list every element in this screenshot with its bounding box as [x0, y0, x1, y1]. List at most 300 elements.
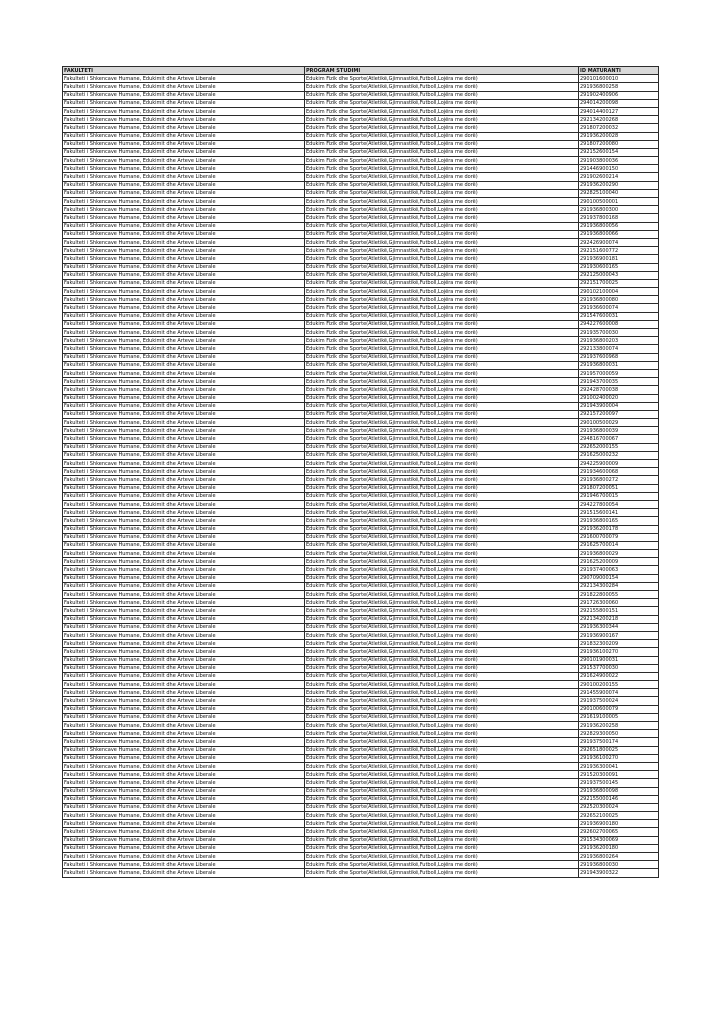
faculty-cell: Fakulteti i Shkencave Humane, Edukimit dhe Arteve Liberale — [63, 214, 305, 222]
table-row — [63, 157, 659, 165]
table-row — [63, 754, 659, 762]
table-row — [63, 746, 659, 754]
student-id-cell: 291936800030 — [579, 861, 659, 869]
program-cell: Edukim Fizik dhe Sporte(Atletikë,Gjimnastikë,Futboll,Lojëra me dorë) — [305, 140, 579, 148]
faculty-cell: Fakulteti i Shkencave Humane, Edukimit dhe Arteve Liberale — [63, 140, 305, 148]
student-id-cell: 291902600214 — [579, 173, 659, 181]
table-row — [63, 697, 659, 705]
program-cell: Edukim Fizik dhe Sporte(Atletikë,Gjimnastikë,Futboll,Lojëra me dorë) — [305, 623, 579, 631]
faculty-cell: Fakulteti i Shkencave Humane, Edukimit dhe Arteve Liberale — [63, 132, 305, 140]
faculty-cell: Fakulteti i Shkencave Humane, Edukimit dhe Arteve Liberale — [63, 558, 305, 566]
faculty-cell: Fakulteti i Shkencave Humane, Edukimit dhe Arteve Liberale — [63, 165, 305, 173]
student-id-cell: 292520300024 — [579, 803, 659, 811]
table-row — [63, 83, 659, 91]
table-row — [63, 189, 659, 197]
student-id-cell: 291937500145 — [579, 779, 659, 787]
student-id-cell: 291937400063 — [579, 566, 659, 574]
faculty-cell: Fakulteti i Shkencave Humane, Edukimit dhe Arteve Liberale — [63, 181, 305, 189]
table-row — [63, 107, 659, 115]
student-id-cell: 291002400020 — [579, 394, 659, 402]
faculty-cell: Fakulteti i Shkencave Humane, Edukimit dhe Arteve Liberale — [63, 656, 305, 664]
program-cell: Edukim Fizik dhe Sporte(Atletikë,Gjimnastikë,Futboll,Lojëra me dorë) — [305, 165, 579, 173]
table-row — [63, 148, 659, 156]
faculty-cell: Fakulteti i Shkencave Humane, Edukimit dhe Arteve Liberale — [63, 476, 305, 484]
student-id-cell: 291537700030 — [579, 664, 659, 672]
student-id-cell: 294014400127 — [579, 107, 659, 115]
faculty-cell: Fakulteti i Shkencave Humane, Edukimit dhe Arteve Liberale — [63, 533, 305, 541]
table-row — [63, 705, 659, 713]
faculty-cell: Fakulteti i Shkencave Humane, Edukimit dhe Arteve Liberale — [63, 107, 305, 115]
program-cell: Edukim Fizik dhe Sporte(Atletikë,Gjimnastikë,Futboll,Lojëra me dorë) — [305, 861, 579, 869]
program-cell: Edukim Fizik dhe Sporte(Atletikë,Gjimnastikë,Futboll,Lojëra me dorë) — [305, 394, 579, 402]
student-id-cell: 292652100025 — [579, 812, 659, 820]
table-row — [63, 91, 659, 99]
student-id-cell: 291822800055 — [579, 591, 659, 599]
spreadsheet — [62, 66, 658, 878]
student-id-cell: 291936200178 — [579, 525, 659, 533]
program-cell: Edukim Fizik dhe Sporte(Atletikë,Gjimnastikë,Futboll,Lojëra me dorë) — [305, 124, 579, 132]
student-id-cell: 290101600010 — [579, 75, 659, 83]
student-id-cell: 291446900150 — [579, 165, 659, 173]
program-cell: Edukim Fizik dhe Sporte(Atletikë,Gjimnastikë,Futboll,Lojëra me dorë) — [305, 500, 579, 508]
faculty-cell: Fakulteti i Shkencave Humane, Edukimit dhe Arteve Liberale — [63, 697, 305, 705]
student-id-cell: 292151600772 — [579, 247, 659, 255]
program-cell: Edukim Fizik dhe Sporte(Atletikë,Gjimnastikë,Futboll,Lojëra me dorë) — [305, 337, 579, 345]
table-row — [63, 427, 659, 435]
table-row — [63, 566, 659, 574]
program-cell: Edukim Fizik dhe Sporte(Atletikë,Gjimnastikë,Futboll,Lojëra me dorë) — [305, 803, 579, 811]
student-id-cell: 291936900167 — [579, 631, 659, 639]
student-id-cell: 291934600068 — [579, 468, 659, 476]
table-row — [63, 517, 659, 525]
program-cell: Edukim Fizik dhe Sporte(Atletikë,Gjimnastikë,Futboll,Lojëra me dorë) — [305, 730, 579, 738]
student-id-cell: 290100600079 — [579, 705, 659, 713]
faculty-cell: Fakulteti i Shkencave Humane, Edukimit dhe Arteve Liberale — [63, 296, 305, 304]
table-row — [63, 820, 659, 828]
table-row — [63, 402, 659, 410]
faculty-cell: Fakulteti i Shkencave Humane, Edukimit dhe Arteve Liberale — [63, 623, 305, 631]
student-id-cell: 291455900074 — [579, 689, 659, 697]
program-cell: Edukim Fizik dhe Sporte(Atletikë,Gjimnastikë,Futboll,Lojëra me dorë) — [305, 566, 579, 574]
program-cell: Edukim Fizik dhe Sporte(Atletikë,Gjimnastikë,Futboll,Lojëra me dorë) — [305, 689, 579, 697]
program-cell: Edukim Fizik dhe Sporte(Atletikë,Gjimnastikë,Futboll,Lojëra me dorë) — [305, 648, 579, 656]
table-row — [63, 288, 659, 296]
student-id-cell: 291937600968 — [579, 353, 659, 361]
table-row — [63, 550, 659, 558]
faculty-cell: Fakulteti i Shkencave Humane, Edukimit dhe Arteve Liberale — [63, 435, 305, 443]
program-cell: Edukim Fizik dhe Sporte(Atletikë,Gjimnastikë,Futboll,Lojëra me dorë) — [305, 75, 579, 83]
program-cell: Edukim Fizik dhe Sporte(Atletikë,Gjimnastikë,Futboll,Lojëra me dorë) — [305, 91, 579, 99]
program-cell: Edukim Fizik dhe Sporte(Atletikë,Gjimnastikë,Futboll,Lojëra me dorë) — [305, 631, 579, 639]
table-row — [63, 279, 659, 287]
program-cell: Edukim Fizik dhe Sporte(Atletikë,Gjimnastikë,Futboll,Lojëra me dorë) — [305, 599, 579, 607]
faculty-cell: Fakulteti i Shkencave Humane, Edukimit dhe Arteve Liberale — [63, 361, 305, 369]
student-id-cell: 291624900022 — [579, 672, 659, 680]
student-id-cell: 291600700079 — [579, 533, 659, 541]
faculty-cell: Fakulteti i Shkencave Humane, Edukimit dhe Arteve Liberale — [63, 148, 305, 156]
table-row — [63, 165, 659, 173]
student-id-cell: 291936300344 — [579, 623, 659, 631]
program-cell: Edukim Fizik dhe Sporte(Atletikë,Gjimnastikë,Futboll,Lojëra me dorë) — [305, 410, 579, 418]
student-id-cell: 291936200180 — [579, 844, 659, 852]
faculty-cell: Fakulteti i Shkencave Humane, Edukimit dhe Arteve Liberale — [63, 410, 305, 418]
faculty-cell: Fakulteti i Shkencave Humane, Edukimit dhe Arteve Liberale — [63, 206, 305, 214]
student-id-cell: 291930600165 — [579, 263, 659, 271]
table-row — [63, 656, 659, 664]
table-row — [63, 500, 659, 508]
faculty-cell: Fakulteti i Shkencave Humane, Edukimit dhe Arteve Liberale — [63, 705, 305, 713]
program-cell: Edukim Fizik dhe Sporte(Atletikë,Gjimnastikë,Futboll,Lojëra me dorë) — [305, 607, 579, 615]
program-cell: Edukim Fizik dhe Sporte(Atletikë,Gjimnastikë,Futboll,Lojëra me dorë) — [305, 615, 579, 623]
program-cell: Edukim Fizik dhe Sporte(Atletikë,Gjimnastikë,Futboll,Lojëra me dorë) — [305, 353, 579, 361]
faculty-cell: Fakulteti i Shkencave Humane, Edukimit dhe Arteve Liberale — [63, 861, 305, 869]
faculty-cell: Fakulteti i Shkencave Humane, Edukimit dhe Arteve Liberale — [63, 288, 305, 296]
table-row — [63, 787, 659, 795]
program-cell: Edukim Fizik dhe Sporte(Atletikë,Gjimnastikë,Futboll,Lojëra me dorë) — [305, 222, 579, 230]
faculty-cell: Fakulteti i Shkencave Humane, Edukimit dhe Arteve Liberale — [63, 222, 305, 230]
faculty-cell: Fakulteti i Shkencave Humane, Edukimit dhe Arteve Liberale — [63, 263, 305, 271]
faculty-cell: Fakulteti i Shkencave Humane, Edukimit dhe Arteve Liberale — [63, 320, 305, 328]
program-cell: Edukim Fizik dhe Sporte(Atletikë,Gjimnastikë,Futboll,Lojëra me dorë) — [305, 181, 579, 189]
faculty-cell: Fakulteti i Shkencave Humane, Edukimit dhe Arteve Liberale — [63, 803, 305, 811]
program-cell: Edukim Fizik dhe Sporte(Atletikë,Gjimnastikë,Futboll,Lojëra me dorë) — [305, 754, 579, 762]
table-row — [63, 648, 659, 656]
program-cell: Edukim Fizik dhe Sporte(Atletikë,Gjimnastikë,Futboll,Lojëra me dorë) — [305, 198, 579, 206]
table-row — [63, 435, 659, 443]
student-id-cell: 292134300284 — [579, 582, 659, 590]
faculty-cell: Fakulteti i Shkencave Humane, Edukimit dhe Arteve Liberale — [63, 427, 305, 435]
student-id-cell: 294014200098 — [579, 99, 659, 107]
faculty-cell: Fakulteti i Shkencave Humane, Edukimit dhe Arteve Liberale — [63, 443, 305, 451]
student-id-cell: 290100500029 — [579, 419, 659, 427]
student-id-cell: 291547600031 — [579, 312, 659, 320]
student-id-cell: 291534300069 — [579, 836, 659, 844]
table-row — [63, 337, 659, 345]
faculty-cell: Fakulteti i Shkencave Humane, Edukimit dhe Arteve Liberale — [63, 762, 305, 770]
table-row — [63, 140, 659, 148]
program-cell: Edukim Fizik dhe Sporte(Atletikë,Gjimnastikë,Futboll,Lojëra me dorë) — [305, 836, 579, 844]
program-cell: Edukim Fizik dhe Sporte(Atletikë,Gjimnastikë,Futboll,Lojëra me dorë) — [305, 369, 579, 377]
faculty-cell: Fakulteti i Shkencave Humane, Edukimit dhe Arteve Liberale — [63, 116, 305, 124]
student-id-cell: 290101900031 — [579, 656, 659, 664]
faculty-cell: Fakulteti i Shkencave Humane, Edukimit dhe Arteve Liberale — [63, 247, 305, 255]
faculty-cell: Fakulteti i Shkencave Humane, Edukimit dhe Arteve Liberale — [63, 500, 305, 508]
table-row — [63, 181, 659, 189]
table-row — [63, 607, 659, 615]
student-id-cell: 291936900180 — [579, 820, 659, 828]
program-cell: Edukim Fizik dhe Sporte(Atletikë,Gjimnastikë,Futboll,Lojëra me dorë) — [305, 541, 579, 549]
program-cell: Edukim Fizik dhe Sporte(Atletikë,Gjimnastikë,Futboll,Lojëra me dorë) — [305, 476, 579, 484]
table-row — [63, 509, 659, 517]
table-body — [63, 75, 659, 877]
student-id-cell: 294227600008 — [579, 320, 659, 328]
student-id-cell: 291937800168 — [579, 214, 659, 222]
student-id-cell: 292155800151 — [579, 607, 659, 615]
faculty-cell: Fakulteti i Shkencave Humane, Edukimit dhe Arteve Liberale — [63, 198, 305, 206]
faculty-cell: Fakulteti i Shkencave Humane, Edukimit dhe Arteve Liberale — [63, 124, 305, 132]
table-row — [63, 672, 659, 680]
table-row — [63, 558, 659, 566]
faculty-cell: Fakulteti i Shkencave Humane, Edukimit dhe Arteve Liberale — [63, 672, 305, 680]
faculty-cell: Fakulteti i Shkencave Humane, Edukimit dhe Arteve Liberale — [63, 631, 305, 639]
program-cell: Edukim Fizik dhe Sporte(Atletikë,Gjimnastikë,Futboll,Lojëra me dorë) — [305, 697, 579, 705]
faculty-cell: Fakulteti i Shkencave Humane, Edukimit dhe Arteve Liberale — [63, 492, 305, 500]
program-cell: Edukim Fizik dhe Sporte(Atletikë,Gjimnastikë,Futboll,Lojëra me dorë) — [305, 517, 579, 525]
table-row — [63, 124, 659, 132]
student-id-cell: 291936100270 — [579, 648, 659, 656]
table-row — [63, 582, 659, 590]
student-id-cell: 292428700038 — [579, 386, 659, 394]
student-id-cell: 291832300209 — [579, 640, 659, 648]
program-cell: Edukim Fizik dhe Sporte(Atletikë,Gjimnastikë,Futboll,Lojëra me dorë) — [305, 279, 579, 287]
program-cell: Edukim Fizik dhe Sporte(Atletikë,Gjimnastikë,Futboll,Lojëra me dorë) — [305, 386, 579, 394]
faculty-cell: Fakulteti i Shkencave Humane, Edukimit dhe Arteve Liberale — [63, 640, 305, 648]
faculty-cell: Fakulteti i Shkencave Humane, Edukimit dhe Arteve Liberale — [63, 255, 305, 263]
table-row — [63, 492, 659, 500]
program-cell: Edukim Fizik dhe Sporte(Atletikë,Gjimnastikë,Futboll,Lojëra me dorë) — [305, 157, 579, 165]
faculty-cell: Fakulteti i Shkencave Humane, Edukimit dhe Arteve Liberale — [63, 599, 305, 607]
faculty-cell: Fakulteti i Shkencave Humane, Edukimit dhe Arteve Liberale — [63, 779, 305, 787]
program-cell: Edukim Fizik dhe Sporte(Atletikë,Gjimnastikë,Futboll,Lojëra me dorë) — [305, 460, 579, 468]
program-cell: Edukim Fizik dhe Sporte(Atletikë,Gjimnastikë,Futboll,Lojëra me dorë) — [305, 296, 579, 304]
program-cell: Edukim Fizik dhe Sporte(Atletikë,Gjimnastikë,Futboll,Lojëra me dorë) — [305, 869, 579, 877]
table-row — [63, 99, 659, 107]
faculty-cell: Fakulteti i Shkencave Humane, Edukimit dhe Arteve Liberale — [63, 746, 305, 754]
student-id-cell: 291936600074 — [579, 304, 659, 312]
faculty-cell: Fakulteti i Shkencave Humane, Edukimit dhe Arteve Liberale — [63, 157, 305, 165]
program-cell: Edukim Fizik dhe Sporte(Atletikë,Gjimnastikë,Futboll,Lojëra me dorë) — [305, 738, 579, 746]
program-cell: Edukim Fizik dhe Sporte(Atletikë,Gjimnastikë,Futboll,Lojëra me dorë) — [305, 762, 579, 770]
student-id-cell: 291937500174 — [579, 738, 659, 746]
faculty-cell: Fakulteti i Shkencave Humane, Edukimit dhe Arteve Liberale — [63, 468, 305, 476]
table-row — [63, 222, 659, 230]
table-row — [63, 410, 659, 418]
table-row — [63, 116, 659, 124]
program-cell: Edukim Fizik dhe Sporte(Atletikë,Gjimnastikë,Futboll,Lojëra me dorë) — [305, 132, 579, 140]
program-cell: Edukim Fizik dhe Sporte(Atletikë,Gjimnastikë,Futboll,Lojëra me dorë) — [305, 820, 579, 828]
table-row — [63, 320, 659, 328]
student-id-cell: 290100200155 — [579, 681, 659, 689]
program-cell: Edukim Fizik dhe Sporte(Atletikë,Gjimnastikë,Futboll,Lojëra me dorë) — [305, 533, 579, 541]
faculty-cell: Fakulteti i Shkencave Humane, Edukimit dhe Arteve Liberale — [63, 402, 305, 410]
student-id-cell: 291936800080 — [579, 296, 659, 304]
student-id-cell: 291943900004 — [579, 402, 659, 410]
faculty-cell: Fakulteti i Shkencave Humane, Edukimit dhe Arteve Liberale — [63, 189, 305, 197]
faculty-cell: Fakulteti i Shkencave Humane, Edukimit dhe Arteve Liberale — [63, 582, 305, 590]
table-row — [63, 198, 659, 206]
student-id-cell: 291936800264 — [579, 853, 659, 861]
program-cell: Edukim Fizik dhe Sporte(Atletikë,Gjimnastikë,Futboll,Lojëra me dorë) — [305, 787, 579, 795]
student-id-cell: 291936800300 — [579, 206, 659, 214]
table-row — [63, 828, 659, 836]
program-cell: Edukim Fizik dhe Sporte(Atletikë,Gjimnastikë,Futboll,Lojëra me dorë) — [305, 591, 579, 599]
faculty-cell: Fakulteti i Shkencave Humane, Edukimit dhe Arteve Liberale — [63, 369, 305, 377]
table-row — [63, 844, 659, 852]
faculty-cell: Fakulteti i Shkencave Humane, Edukimit dhe Arteve Liberale — [63, 312, 305, 320]
table-row — [63, 173, 659, 181]
program-cell: Edukim Fizik dhe Sporte(Atletikë,Gjimnastikë,Futboll,Lojëra me dorë) — [305, 558, 579, 566]
program-cell: Edukim Fizik dhe Sporte(Atletikë,Gjimnastikë,Futboll,Lojëra me dorë) — [305, 378, 579, 386]
program-cell: Edukim Fizik dhe Sporte(Atletikë,Gjimnastikë,Futboll,Lojëra me dorë) — [305, 107, 579, 115]
student-id-cell: 291937500024 — [579, 697, 659, 705]
student-id-cell: 292133800074 — [579, 345, 659, 353]
program-cell: Edukim Fizik dhe Sporte(Atletikë,Gjimnastikë,Futboll,Lojëra me dorë) — [305, 427, 579, 435]
program-cell: Edukim Fizik dhe Sporte(Atletikë,Gjimnastikë,Futboll,Lojëra me dorë) — [305, 509, 579, 517]
table-row — [63, 132, 659, 140]
table-row — [63, 853, 659, 861]
table-row — [63, 263, 659, 271]
faculty-cell: Fakulteti i Shkencave Humane, Edukimit dhe Arteve Liberale — [63, 91, 305, 99]
student-id-cell: 291625200009 — [579, 558, 659, 566]
faculty-cell: Fakulteti i Shkencave Humane, Edukimit dhe Arteve Liberale — [63, 550, 305, 558]
program-cell: Edukim Fizik dhe Sporte(Atletikë,Gjimnastikë,Futboll,Lojëra me dorë) — [305, 853, 579, 861]
program-cell: Edukim Fizik dhe Sporte(Atletikë,Gjimnastikë,Futboll,Lojëra me dorë) — [305, 255, 579, 263]
student-id-cell: 292134200268 — [579, 116, 659, 124]
program-cell: Edukim Fizik dhe Sporte(Atletikë,Gjimnastikë,Futboll,Lojëra me dorë) — [305, 812, 579, 820]
program-cell: Edukim Fizik dhe Sporte(Atletikë,Gjimnastikë,Futboll,Lojëra me dorë) — [305, 263, 579, 271]
table-row — [63, 664, 659, 672]
student-id-cell: 291936800066 — [579, 230, 659, 238]
program-cell: Edukim Fizik dhe Sporte(Atletikë,Gjimnastikë,Futboll,Lojëra me dorë) — [305, 492, 579, 500]
table-row — [63, 730, 659, 738]
faculty-cell: Fakulteti i Shkencave Humane, Edukimit dhe Arteve Liberale — [63, 484, 305, 492]
table-row — [63, 599, 659, 607]
faculty-cell: Fakulteti i Shkencave Humane, Edukimit dhe Arteve Liberale — [63, 353, 305, 361]
table-row — [63, 812, 659, 820]
faculty-cell: Fakulteti i Shkencave Humane, Edukimit dhe Arteve Liberale — [63, 828, 305, 836]
student-id-cell: 291936200258 — [579, 722, 659, 730]
faculty-cell: Fakulteti i Shkencave Humane, Edukimit dhe Arteve Liberale — [63, 591, 305, 599]
table-row — [63, 722, 659, 730]
column-header-faculty: FAKULTETI — [63, 67, 305, 75]
student-id-cell: 292426900074 — [579, 238, 659, 246]
student-id-cell: 291936800056 — [579, 222, 659, 230]
student-id-cell: 291936800272 — [579, 476, 659, 484]
table-row — [63, 771, 659, 779]
student-id-cell: 291936800029 — [579, 550, 659, 558]
student-id-cell: 292134200218 — [579, 615, 659, 623]
table-row — [63, 615, 659, 623]
student-id-cell: 291946700015 — [579, 492, 659, 500]
program-cell: Edukim Fizik dhe Sporte(Atletikë,Gjimnastikë,Futboll,Lojëra me dorë) — [305, 550, 579, 558]
program-cell: Edukim Fizik dhe Sporte(Atletikë,Gjimnastikë,Futboll,Lojëra me dorë) — [305, 304, 579, 312]
student-id-cell: 291936300041 — [579, 762, 659, 770]
program-cell: Edukim Fizik dhe Sporte(Atletikë,Gjimnastikë,Futboll,Lojëra me dorë) — [305, 443, 579, 451]
program-cell: Edukim Fizik dhe Sporte(Atletikë,Gjimnastikë,Futboll,Lojëra me dorë) — [305, 247, 579, 255]
student-id-cell: 291935700030 — [579, 329, 659, 337]
faculty-cell: Fakulteti i Shkencave Humane, Edukimit dhe Arteve Liberale — [63, 754, 305, 762]
program-cell: Edukim Fizik dhe Sporte(Atletikë,Gjimnastikë,Futboll,Lojëra me dorë) — [305, 238, 579, 246]
table-row — [63, 574, 659, 582]
faculty-cell: Fakulteti i Shkencave Humane, Edukimit dhe Arteve Liberale — [63, 836, 305, 844]
student-id-cell: 291726300060 — [579, 599, 659, 607]
faculty-cell: Fakulteti i Shkencave Humane, Edukimit dhe Arteve Liberale — [63, 509, 305, 517]
table-row — [63, 230, 659, 238]
table-row — [63, 738, 659, 746]
faculty-cell: Fakulteti i Shkencave Humane, Edukimit dhe Arteve Liberale — [63, 304, 305, 312]
program-cell: Edukim Fizik dhe Sporte(Atletikë,Gjimnastikë,Futboll,Lojëra me dorë) — [305, 722, 579, 730]
faculty-cell: Fakulteti i Shkencave Humane, Edukimit dhe Arteve Liberale — [63, 812, 305, 820]
column-header-program: PROGRAM STUDIMI — [305, 67, 579, 75]
program-cell: Edukim Fizik dhe Sporte(Atletikë,Gjimnastikë,Futboll,Lojëra me dorë) — [305, 173, 579, 181]
program-cell: Edukim Fizik dhe Sporte(Atletikë,Gjimnastikë,Futboll,Lojëra me dorë) — [305, 525, 579, 533]
faculty-cell: Fakulteti i Shkencave Humane, Edukimit dhe Arteve Liberale — [63, 419, 305, 427]
table-row — [63, 533, 659, 541]
faculty-cell: Fakulteti i Shkencave Humane, Edukimit dhe Arteve Liberale — [63, 337, 305, 345]
student-id-cell: 291936800258 — [579, 83, 659, 91]
student-id-cell: 291943900322 — [579, 869, 659, 877]
student-id-cell: 292151700025 — [579, 279, 659, 287]
faculty-cell: Fakulteti i Shkencave Humane, Edukimit dhe Arteve Liberale — [63, 730, 305, 738]
student-id-cell: 291936200028 — [579, 132, 659, 140]
program-cell: Edukim Fizik dhe Sporte(Atletikë,Gjimnastikë,Futboll,Lojëra me dorë) — [305, 844, 579, 852]
faculty-cell: Fakulteti i Shkencave Humane, Edukimit dhe Arteve Liberale — [63, 566, 305, 574]
table-row — [63, 762, 659, 770]
program-cell: Edukim Fizik dhe Sporte(Atletikë,Gjimnastikë,Futboll,Lojëra me dorë) — [305, 320, 579, 328]
table-row — [63, 312, 659, 320]
faculty-cell: Fakulteti i Shkencave Humane, Edukimit dhe Arteve Liberale — [63, 378, 305, 386]
faculty-cell: Fakulteti i Shkencave Humane, Edukimit dhe Arteve Liberale — [63, 83, 305, 91]
table-row — [63, 484, 659, 492]
faculty-cell: Fakulteti i Shkencave Humane, Edukimit dhe Arteve Liberale — [63, 787, 305, 795]
program-cell: Edukim Fizik dhe Sporte(Atletikë,Gjimnastikë,Futboll,Lojëra me dorë) — [305, 312, 579, 320]
program-cell: Edukim Fizik dhe Sporte(Atletikë,Gjimnastikë,Futboll,Lojëra me dorë) — [305, 705, 579, 713]
program-cell: Edukim Fizik dhe Sporte(Atletikë,Gjimnastikë,Futboll,Lojëra me dorë) — [305, 402, 579, 410]
faculty-cell: Fakulteti i Shkencave Humane, Edukimit dhe Arteve Liberale — [63, 525, 305, 533]
program-cell: Edukim Fizik dhe Sporte(Atletikë,Gjimnastikë,Futboll,Lojëra me dorë) — [305, 116, 579, 124]
student-id-cell: 291625700014 — [579, 541, 659, 549]
faculty-cell: Fakulteti i Shkencave Humane, Edukimit dhe Arteve Liberale — [63, 795, 305, 803]
faculty-cell: Fakulteti i Shkencave Humane, Edukimit dhe Arteve Liberale — [63, 386, 305, 394]
program-cell: Edukim Fizik dhe Sporte(Atletikë,Gjimnastikë,Futboll,Lojëra me dorë) — [305, 681, 579, 689]
student-id-cell: 291936800098 — [579, 787, 659, 795]
table-row — [63, 271, 659, 279]
program-cell: Edukim Fizik dhe Sporte(Atletikë,Gjimnastikë,Futboll,Lojëra me dorë) — [305, 189, 579, 197]
student-id-cell: 294227800054 — [579, 500, 659, 508]
table-row — [63, 361, 659, 369]
program-cell: Edukim Fizik dhe Sporte(Atletikë,Gjimnastikë,Futboll,Lojëra me dorë) — [305, 206, 579, 214]
faculty-cell: Fakulteti i Shkencave Humane, Edukimit dhe Arteve Liberale — [63, 574, 305, 582]
faculty-cell: Fakulteti i Shkencave Humane, Edukimit dhe Arteve Liberale — [63, 771, 305, 779]
program-cell: Edukim Fizik dhe Sporte(Atletikë,Gjimnastikë,Futboll,Lojëra me dorë) — [305, 713, 579, 721]
table-row — [63, 591, 659, 599]
table-row — [63, 689, 659, 697]
student-id-cell: 291515600141 — [579, 509, 659, 517]
table-row — [63, 378, 659, 386]
student-id-cell: 291936800039 — [579, 427, 659, 435]
table-row — [63, 451, 659, 459]
table-row — [63, 869, 659, 877]
faculty-cell: Fakulteti i Shkencave Humane, Edukimit dhe Arteve Liberale — [63, 689, 305, 697]
program-cell: Edukim Fizik dhe Sporte(Atletikë,Gjimnastikë,Futboll,Lojëra me dorë) — [305, 672, 579, 680]
student-id-cell: 292155000146 — [579, 795, 659, 803]
student-id-cell: 291936200290 — [579, 181, 659, 189]
faculty-cell: Fakulteti i Shkencave Humane, Edukimit dhe Arteve Liberale — [63, 820, 305, 828]
student-id-cell: 291625000232 — [579, 451, 659, 459]
table-row — [63, 386, 659, 394]
table-row — [63, 623, 659, 631]
program-cell: Edukim Fizik dhe Sporte(Atletikë,Gjimnastikë,Futboll,Lojëra me dorë) — [305, 795, 579, 803]
student-id-cell: 292152600154 — [579, 148, 659, 156]
student-id-cell: 292651800025 — [579, 746, 659, 754]
student-id-cell: 292157200097 — [579, 410, 659, 418]
program-cell: Edukim Fizik dhe Sporte(Atletikë,Gjimnastikë,Futboll,Lojëra me dorë) — [305, 656, 579, 664]
student-id-cell: 291936800031 — [579, 361, 659, 369]
program-cell: Edukim Fizik dhe Sporte(Atletikë,Gjimnastikë,Futboll,Lojëra me dorë) — [305, 484, 579, 492]
program-cell: Edukim Fizik dhe Sporte(Atletikë,Gjimnastikë,Futboll,Lojëra me dorë) — [305, 746, 579, 754]
table-row — [63, 460, 659, 468]
student-id-cell: 292125000043 — [579, 271, 659, 279]
